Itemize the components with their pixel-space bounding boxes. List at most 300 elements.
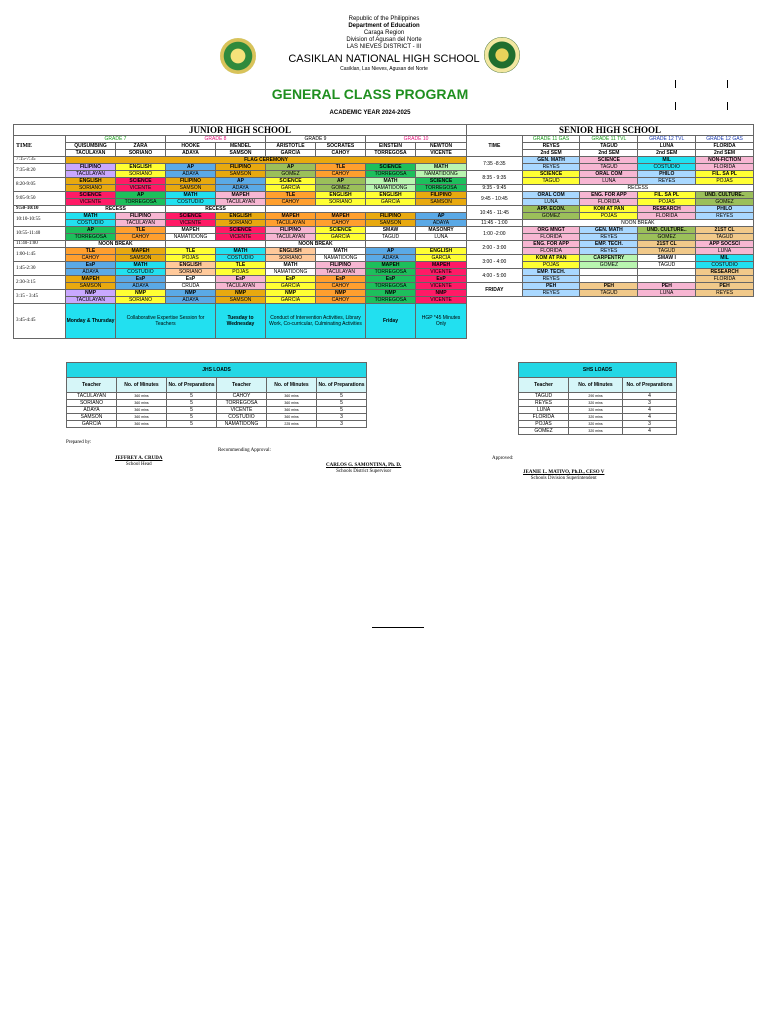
time-cell: 1:45-2:30 [14, 262, 66, 276]
subject-cell: EsP [416, 276, 467, 283]
teacher-cell: GARCIA [266, 297, 316, 304]
teacher-cell: TORREGOSA [366, 283, 416, 290]
day-label: Tuesday to Wednesday [216, 304, 266, 339]
loads-header-row [67, 378, 367, 393]
subject-cell: EsP [216, 276, 266, 283]
subject-cell: ENGLISH [66, 178, 116, 185]
teacher-cell: NAMATIDONG [266, 269, 316, 276]
teacher-cell: POJAS [696, 178, 754, 185]
subject-cell: EsP [316, 276, 366, 283]
grade-label: GRADE 9 [266, 136, 366, 143]
subject-cell: ENGLISH [316, 192, 366, 199]
section-name: ZARA [116, 143, 166, 150]
subject-cell: MAPEH [216, 192, 266, 199]
teacher-cell: REYES [522, 290, 580, 297]
load-cell: TACULAYAN [67, 393, 117, 400]
subject-cell: MAPEH [316, 213, 366, 220]
subject-cell: AP [416, 213, 467, 220]
table-header-row [14, 125, 467, 136]
subject-cell: FILIPINO [216, 164, 266, 171]
teacher-cell: NAMATIDONG [366, 185, 416, 192]
teacher-cell: GOMEZ [638, 234, 696, 241]
teacher-cell: GARCIA [266, 283, 316, 290]
teacher-cell: LUNA [580, 178, 638, 185]
loads-row [519, 400, 677, 407]
deped-seal-logo [220, 38, 256, 74]
teacher-cell: ADAYA [416, 220, 467, 227]
teacher-cell: ADAYA [166, 171, 216, 178]
teacher-cell: CAHOY [316, 297, 366, 304]
teacher-cell: VICENTE [166, 220, 216, 227]
load-cell: 3 [317, 421, 367, 428]
subject-cell: TLE [66, 248, 116, 255]
teacher-cell: VICENTE [416, 283, 467, 290]
loads-header-row [519, 378, 677, 393]
subject-cell: EMP. TECH. [580, 241, 638, 248]
load-cell: 5 [167, 421, 217, 428]
teacher-cell: TORREGOSA [416, 185, 467, 192]
load-cell: 320 mins [569, 414, 623, 421]
subject-cell: ORAL COM [580, 171, 638, 178]
time-header: TIME [14, 136, 66, 157]
activity-row [14, 304, 467, 339]
teacher-cell: GARCIA [366, 199, 416, 206]
subject-row [14, 178, 467, 185]
subject-cell: EsP [266, 276, 316, 283]
subject-cell: PEH [580, 283, 638, 290]
school-address: Casiklan, Las Nieves, Agusan del Norte [340, 66, 428, 72]
teacher-cell: SAMSON [366, 220, 416, 227]
flag-ceremony: FLAG CEREMONY [66, 157, 467, 164]
time-cell: 9:35 - 9:45 [467, 185, 523, 192]
school-seal-logo [484, 37, 520, 73]
subject-row [14, 227, 467, 234]
subject-cell: SCIENCE [216, 227, 266, 234]
load-cell: POJAS [519, 421, 569, 428]
load-cell: 360 mins [117, 421, 167, 428]
teacher-cell: CRUDA [166, 283, 216, 290]
teacher-cell: LUNA [638, 290, 696, 297]
margin-mark [727, 102, 728, 110]
subject-cell: APP SOCSCI [696, 241, 754, 248]
subject-cell: EMP. TECH. [522, 269, 580, 276]
subject-cell: ENGLISH [366, 192, 416, 199]
time-cell: 3:00 - 4:00 [467, 255, 523, 269]
signatory-name: JEFFREY A. CRUDA [115, 456, 163, 461]
subject-cell: FILIPINO [266, 227, 316, 234]
time-cell: 9:45 - 10:45 [467, 192, 523, 206]
teacher-cell: ADAYA [66, 269, 116, 276]
subject-cell: AP [166, 164, 216, 171]
loads-row [67, 421, 367, 428]
load-cell: 320 mins [569, 400, 623, 407]
loads-title: JHS LOADS [67, 363, 367, 378]
loads-row [519, 421, 677, 428]
teacher-cell: ADAYA [166, 297, 216, 304]
subject-cell: SMAW [366, 227, 416, 234]
teacher-cell: TACULAYAN [66, 171, 116, 178]
load-cell: 4 [623, 407, 677, 414]
subject-cell: SCIENCE [66, 192, 116, 199]
subject-cell: SMAW I [638, 255, 696, 262]
time-cell: 10:55-11:40 [14, 227, 66, 241]
subject-row [14, 290, 467, 297]
teacher-cell: SORIANO [316, 199, 366, 206]
teacher-cell: GOMEZ [266, 171, 316, 178]
teacher-cell: FLORIDA [522, 234, 580, 241]
teacher-cell: SAMSON [166, 185, 216, 192]
subject-cell: NMP [316, 290, 366, 297]
teacher-row [14, 297, 467, 304]
teacher-cell: TAGUD [522, 178, 580, 185]
load-cell: LUNA [519, 407, 569, 414]
teacher-cell: NAMATIDONG [166, 234, 216, 241]
jhs-loads-table [66, 362, 367, 428]
teacher-cell: TAGUD [638, 262, 696, 269]
teacher-cell: CAHOY [316, 283, 366, 290]
column-header: No. of Preparations [623, 378, 677, 393]
teacher-cell: SORIANO [116, 297, 166, 304]
teacher-cell: VICENTE [216, 234, 266, 241]
subject-cell: TLE [116, 227, 166, 234]
subject-cell: RESEARCH [696, 269, 754, 276]
subject-cell: ENGLISH [216, 213, 266, 220]
subject-cell: 21ST CL [696, 227, 754, 234]
prepared-by-label: Prepared by: [66, 440, 92, 445]
section-name: SOCRATES [316, 143, 366, 150]
activity-cell: HGP *45 Minutes Only [416, 304, 467, 339]
adviser-name: TACULAYAN [66, 150, 116, 157]
grade-label: GRADE 11 GAS [522, 136, 580, 143]
subject-cell: EsP [366, 276, 416, 283]
subject-cell: PEH [638, 283, 696, 290]
teacher-cell: TACULAYAN [216, 283, 266, 290]
teacher-cell: TORREGOSA [66, 234, 116, 241]
blank-cell [266, 206, 467, 213]
subject-cell: PEH [696, 283, 754, 290]
subject-cell: KOM AT PAN [580, 206, 638, 213]
subject-row [467, 269, 754, 276]
semester-label: 2nd SEM [580, 150, 638, 157]
subject-cell: EsP [66, 262, 116, 269]
subject-cell: AP [66, 227, 116, 234]
teacher-cell: REYES [696, 213, 754, 220]
subject-cell: SCIENCE [266, 178, 316, 185]
subject-cell: ENG. FOR APP [580, 192, 638, 199]
grade-row [14, 136, 467, 143]
load-cell: TORREGOSA [217, 400, 267, 407]
teacher-cell: CAHOY [266, 199, 316, 206]
load-cell: 4 [623, 428, 677, 435]
teacher-cell: TACULAYAN [266, 234, 316, 241]
subject-cell: TLE [166, 248, 216, 255]
blank-cell [366, 241, 467, 248]
column-header: No. of Minutes [267, 378, 317, 393]
semester-label: 2nd SEM [696, 150, 754, 157]
shs-loads-table [518, 362, 677, 435]
subject-cell: UND. CULTURE.. [696, 192, 754, 199]
teacher-cell: SAMSON [116, 255, 166, 262]
subject-cell: TLE [266, 192, 316, 199]
day-label: Monday & Thursday [66, 304, 116, 339]
subject-cell [580, 269, 638, 276]
column-header: No. of Preparations [317, 378, 367, 393]
subject-row [467, 157, 754, 164]
time-cell: 1:00 -2:00 [467, 227, 523, 241]
recommending-block [326, 463, 401, 475]
section-name: HOOKE [166, 143, 216, 150]
teacher-cell: GOMEZ [316, 185, 366, 192]
section-name: QUISUMBING [66, 143, 116, 150]
load-cell: 3 [623, 400, 677, 407]
grade-label: GRADE 7 [66, 136, 166, 143]
subject-cell: NMP [416, 290, 467, 297]
load-cell: COSTUDIO [217, 414, 267, 421]
column-header: No. of Minutes [569, 378, 623, 393]
subject-cell: ENGLISH [266, 248, 316, 255]
loads-title-row [67, 363, 367, 378]
noon-break-label: NOON BREAK [522, 220, 753, 227]
teacher-cell: TORREGOSA [366, 297, 416, 304]
subject-cell: NMP [366, 290, 416, 297]
header-line: Department of Education [348, 23, 420, 29]
subject-cell: AP [316, 178, 366, 185]
time-cell: 1:00-1:45 [14, 248, 66, 262]
subject-cell: NMP [166, 290, 216, 297]
subject-cell: SCIENCE [316, 227, 366, 234]
teacher-cell: SORIANO [116, 171, 166, 178]
adviser-name: SAMSON [216, 150, 266, 157]
subject-cell: CARPENTRY [580, 255, 638, 262]
time-cell: 2:30-3:15 [14, 276, 66, 290]
time-cell: 7:15-7:35 [14, 157, 66, 164]
subject-cell: MATH [366, 178, 416, 185]
subject-row [467, 255, 754, 262]
subject-row [467, 227, 754, 234]
loads-row [67, 414, 367, 421]
load-cell: VICENTE [217, 407, 267, 414]
teacher-row [14, 171, 467, 178]
loads-title: SHS LOADS [519, 363, 677, 378]
load-cell: ADAYA [67, 407, 117, 414]
recess-row [467, 185, 754, 192]
grade-label: GRADE 12 GAS [696, 136, 754, 143]
column-header: Teacher [217, 378, 267, 393]
loads-row [67, 400, 367, 407]
subject-cell: AP [366, 248, 416, 255]
teacher-cell: SORIANO [166, 269, 216, 276]
teacher-cell: SAMSON [66, 283, 116, 290]
teacher-cell: TAGUD [580, 290, 638, 297]
signatory-name: CARLOS G. SAMONTINA, Ph. D. [326, 463, 402, 468]
subject-cell: TLE [316, 164, 366, 171]
loads-row [519, 393, 677, 400]
subject-cell: PEH [522, 283, 580, 290]
teacher-cell: REYES [522, 164, 580, 171]
margin-mark [675, 80, 676, 88]
teacher-cell: GOMEZ [696, 199, 754, 206]
teacher-cell: SAMSON [416, 199, 467, 206]
teacher-cell: REYES [696, 290, 754, 297]
subject-cell: ENG. FOR APP [522, 241, 580, 248]
load-cell: 360 mins [117, 414, 167, 421]
grade-label: GRADE 12 TVL [638, 136, 696, 143]
teacher-cell: GARCIA [266, 185, 316, 192]
teacher-cell: COSTUDIO [116, 269, 166, 276]
teacher-cell: FLORIDA [522, 248, 580, 255]
load-cell: 360 mins [267, 400, 317, 407]
teacher-cell: TACULAYAN [216, 199, 266, 206]
section-name: ARISTOTLE [266, 143, 316, 150]
teacher-cell: POJAS [216, 269, 266, 276]
header-line: Caraga Region [363, 30, 405, 36]
section-name: NEWTON [416, 143, 467, 150]
subject-cell: GEN. MATH [522, 157, 580, 164]
subject-cell: SCIENCE [366, 164, 416, 171]
column-header: No. of Preparations [167, 378, 217, 393]
noon-break-label: NOON BREAK [66, 241, 166, 248]
approved-label: Approved: [492, 456, 514, 461]
subject-cell: NMP [116, 290, 166, 297]
load-cell: 320 mins [569, 421, 623, 428]
grade-row [467, 136, 754, 143]
time-cell: 10:10-10:55 [14, 213, 66, 227]
section-row [14, 143, 467, 150]
teacher-cell: TACULAYAN [66, 297, 116, 304]
header-line: LAS NIEVES DISTRICT - III [346, 44, 422, 50]
load-cell: 4 [623, 414, 677, 421]
column-header: Teacher [519, 378, 569, 393]
load-cell: GOMEZ [519, 428, 569, 435]
load-cell: 5 [167, 407, 217, 414]
load-cell: 225 mins [267, 421, 317, 428]
subject-cell: ENGLISH [166, 262, 216, 269]
subject-cell: AP [216, 178, 266, 185]
loads-title-row [519, 363, 677, 378]
teacher-cell: GARCIA [416, 255, 467, 262]
teacher-cell: VICENTE [416, 297, 467, 304]
teacher-cell: POJAS [638, 199, 696, 206]
recommending-label: Recommending Approval: [218, 448, 271, 453]
subject-cell: ENGLISH [416, 248, 467, 255]
teacher-cell: FLORIDA [638, 213, 696, 220]
teacher-cell: COSTUDIO [216, 255, 266, 262]
loads-row [519, 428, 677, 435]
subject-cell: SCIENCE [116, 178, 166, 185]
teacher-cell: COSTUDIO [638, 164, 696, 171]
subject-cell: TLE [216, 262, 266, 269]
day-label: Friday [366, 304, 416, 339]
recess-label: RECESS [66, 206, 166, 213]
subject-cell: APP. ECON. [522, 206, 580, 213]
time-cell: 8:20-9:05 [14, 178, 66, 192]
school-name: CASIKLAN NATIONAL HIGH SCHOOL [288, 53, 480, 65]
subject-cell: MATH [166, 192, 216, 199]
adviser-name: GARCIA [266, 150, 316, 157]
subject-row [14, 248, 467, 255]
time-cell: 8:35 - 9:35 [467, 171, 523, 185]
subject-cell: KOM AT PAN [522, 255, 580, 262]
teacher-cell: CAHOY [116, 234, 166, 241]
subject-cell: ENGLISH [116, 164, 166, 171]
column-header: Teacher [67, 378, 117, 393]
time-cell: 3:15 - 3:45 [14, 290, 66, 304]
subject-cell: FILIPINO [116, 213, 166, 220]
teacher-cell: VICENTE [66, 199, 116, 206]
teacher-cell: NAMATIDONG [416, 171, 467, 178]
subject-cell: MIL [696, 255, 754, 262]
subject-cell: MATH [316, 248, 366, 255]
teacher-cell: SORIANO [66, 185, 116, 192]
subject-cell: MAPEH [266, 213, 316, 220]
subject-row [14, 213, 467, 220]
grade-label: GRADE 11 TVL [580, 136, 638, 143]
load-cell: 3 [317, 414, 367, 421]
teacher-cell: FLORIDA [696, 164, 754, 171]
load-cell: 3 [623, 421, 677, 428]
teacher-cell: GOMEZ [580, 262, 638, 269]
subject-row [467, 171, 754, 178]
load-cell: 360 mins [117, 400, 167, 407]
teacher-cell: CAHOY [66, 255, 116, 262]
signatory-title: Schools District Supervisor [336, 469, 392, 474]
subject-cell: PHILO [638, 171, 696, 178]
teacher-cell: POJAS [166, 255, 216, 262]
subject-cell: SCIENCE [166, 213, 216, 220]
teacher-cell: TAGUD [366, 234, 416, 241]
load-cell: 360 mins [117, 407, 167, 414]
teacher-cell: TACULAYAN [316, 269, 366, 276]
teacher-cell: POJAS [522, 262, 580, 269]
approved-block [523, 470, 604, 482]
header-line: Republic of the Philippines [348, 16, 420, 22]
subject-row [467, 241, 754, 248]
subject-cell: MAPEH [116, 248, 166, 255]
load-cell: TAGUD [519, 393, 569, 400]
time-cell: 7:35 -8:35 [467, 157, 523, 171]
subject-cell: MAPEH [416, 262, 467, 269]
subject-row [14, 262, 467, 269]
load-cell: SORIANO [67, 400, 117, 407]
adviser-name: TAGUD [580, 143, 638, 150]
subject-cell: AP [266, 164, 316, 171]
teacher-cell: COSTUDIO [696, 262, 754, 269]
teacher-cell: ADAYA [366, 255, 416, 262]
load-cell: 5 [317, 407, 367, 414]
teacher-cell: NAMATIDONG [316, 255, 366, 262]
teacher-row [14, 269, 467, 276]
teacher-cell: TAGUD [696, 234, 754, 241]
loads-row [519, 414, 677, 421]
subject-cell: MASONRY [416, 227, 467, 234]
teacher-cell: FLORIDA [580, 199, 638, 206]
noon-break-row [467, 220, 754, 227]
subject-cell: FILIPINO [416, 192, 467, 199]
subject-cell: FILIPINO [166, 178, 216, 185]
load-cell: 320 mins [569, 428, 623, 435]
teacher-cell: REYES [580, 248, 638, 255]
section-name: MENDEL [216, 143, 266, 150]
recess-label: RECESS [166, 206, 266, 213]
subject-cell: FILIPINO [66, 164, 116, 171]
loads-row [67, 407, 367, 414]
teacher-cell: TORREGOSA [116, 199, 166, 206]
blank-cell [166, 241, 266, 248]
subject-row [14, 192, 467, 199]
noon-break-label: NOON BREAK [266, 241, 366, 248]
adviser-name: VICENTE [416, 150, 467, 157]
load-cell: 360 mins [267, 407, 317, 414]
